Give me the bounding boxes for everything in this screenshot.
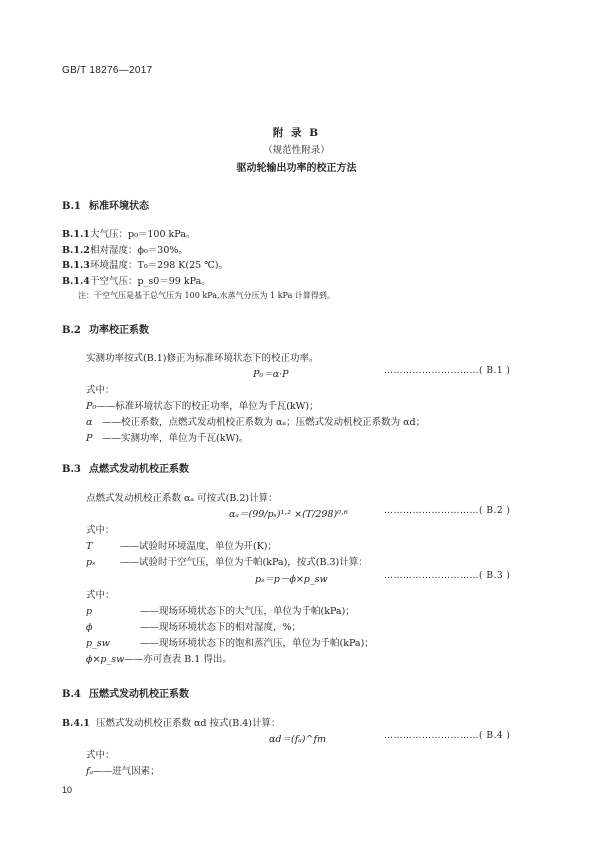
equation-ref-b1: …………………………( B.1 ): [384, 366, 511, 376]
section-title: 压燃式发动机校正系数: [89, 689, 189, 700]
definition-row: [86, 430, 248, 444]
definition-row: [86, 603, 355, 617]
definition-symbol: ϕ: [86, 622, 93, 633]
where-label: 式中：: [86, 590, 115, 601]
annex-subject: 驱动轮输出功率的校正方法: [236, 163, 357, 174]
equation-b4: αd＝(fₐ)^fm: [269, 734, 326, 745]
annex-title: 附 录 B: [272, 127, 321, 139]
equation-ref-b4: …………………………( B.4 ): [384, 731, 511, 741]
equation-b1: P₀＝α·P: [253, 369, 289, 380]
b2-intro: 实测功率按式(B.1)修正为标准环境状态下的校正功率。: [86, 353, 319, 364]
definition-text: ——标准环境状态下的校正功率，单位为千瓦(kW)；: [96, 401, 319, 412]
annex-type: （规范性附录）: [263, 145, 330, 156]
equation-ref-b2: …………………………( B.2 ): [384, 506, 511, 516]
item-text: 大气压：p₀＝100 kPa。: [90, 229, 196, 240]
definition-text: ——亦可查表 B.1 得出。: [124, 654, 232, 665]
standard-header: GB/T 18276—2017: [62, 65, 153, 76]
b1-note: 注：干空气压是基于总气压为 100 kPa,水蒸气分压为 1 kPa 计算得到。: [78, 291, 335, 300]
definition-text: ——进气因素；: [93, 766, 160, 777]
definition-text: ——现场环境状态下的相对湿度，%；: [140, 622, 302, 633]
item-text: 相对湿度：ϕ₀＝30%。: [90, 245, 188, 256]
where-label: 式中：: [86, 750, 115, 761]
definition-row: [86, 538, 277, 552]
item-text: 干空气压：p_s0＝99 kPa。: [90, 276, 211, 287]
section-b4-heading: [62, 685, 189, 700]
definition-symbol: T: [86, 541, 93, 552]
definition-symbol: ϕ×p_sw: [86, 654, 125, 665]
section-number: B.2: [62, 325, 81, 336]
page-number: 10: [62, 785, 73, 795]
item-number: B.1.3: [62, 260, 90, 271]
section-title: 标准环境状态: [89, 201, 149, 212]
b4-item: [62, 715, 281, 729]
item-number: B.1.1: [62, 229, 90, 240]
definition-symbol: P: [86, 433, 93, 444]
definition-text: ——现场环境状态下的大气压，单位为千帕(kPa)；: [140, 606, 355, 617]
b3-intro: 点燃式发动机校正系数 αₐ 可按式(B.2)计算：: [86, 493, 278, 504]
definition-symbol: P₀: [86, 401, 97, 412]
definition-text: ——现场环境状态下的饱和蒸汽压，单位为千帕(kPa)；: [140, 638, 374, 649]
definition-row: [86, 414, 425, 428]
where-label: 式中：: [86, 385, 115, 396]
b1-item: [62, 257, 228, 271]
definition-row: [86, 763, 160, 777]
b1-item: [62, 242, 188, 256]
definition-row: [86, 619, 301, 633]
definition-symbol: p: [86, 606, 93, 617]
definition-row: [86, 635, 374, 649]
definition-symbol: pₛ: [86, 557, 96, 568]
definition-text: ——校正系数，点燃式发动机校正系数为 αₐ；压燃式发动机校正系数为 αd；: [102, 417, 426, 428]
definition-symbol: α: [86, 417, 93, 428]
section-number: B.1: [62, 201, 81, 212]
equation-ref-b3: …………………………( B.3 ): [384, 571, 511, 581]
definition-text: ——实测功率，单位为千瓦(kW)。: [102, 433, 249, 444]
item-text: 压燃式发动机校正系数 αd 按式(B.4)计算：: [96, 718, 281, 729]
section-title: 功率校正系数: [89, 325, 149, 336]
definition-text: ——试验时环境温度，单位为开(K)；: [120, 541, 278, 552]
section-b3-heading: [62, 460, 189, 475]
definition-text: ——试验时干空气压，单位为千帕(kPa)，按式(B.3)计算：: [120, 557, 368, 568]
equation-b2: αₐ＝(99/pₛ)¹·² ×(T/298)⁰·⁶: [229, 509, 348, 520]
definition-row: [86, 651, 232, 665]
item-text: 环境温度：T₀＝298 K(25 ℃)。: [90, 260, 229, 271]
item-number: B.4.1: [62, 718, 90, 729]
definition-symbol: fₐ: [86, 766, 94, 777]
definition-row: [86, 398, 319, 412]
b1-item: [62, 226, 195, 240]
section-b1-heading: [62, 197, 149, 212]
item-number: B.1.4: [62, 276, 90, 287]
section-title: 点燃式发动机校正系数: [89, 464, 189, 475]
section-b2-heading: [62, 321, 149, 336]
definition-symbol: p_sw: [86, 638, 110, 649]
item-number: B.1.2: [62, 245, 90, 256]
equation-b3: pₛ＝p－ϕ×p_sw: [255, 574, 328, 585]
section-number: B.4: [62, 689, 81, 700]
definition-row: [86, 554, 368, 568]
b1-item: [62, 273, 211, 287]
where-label: 式中：: [86, 525, 115, 536]
section-number: B.3: [62, 464, 81, 475]
